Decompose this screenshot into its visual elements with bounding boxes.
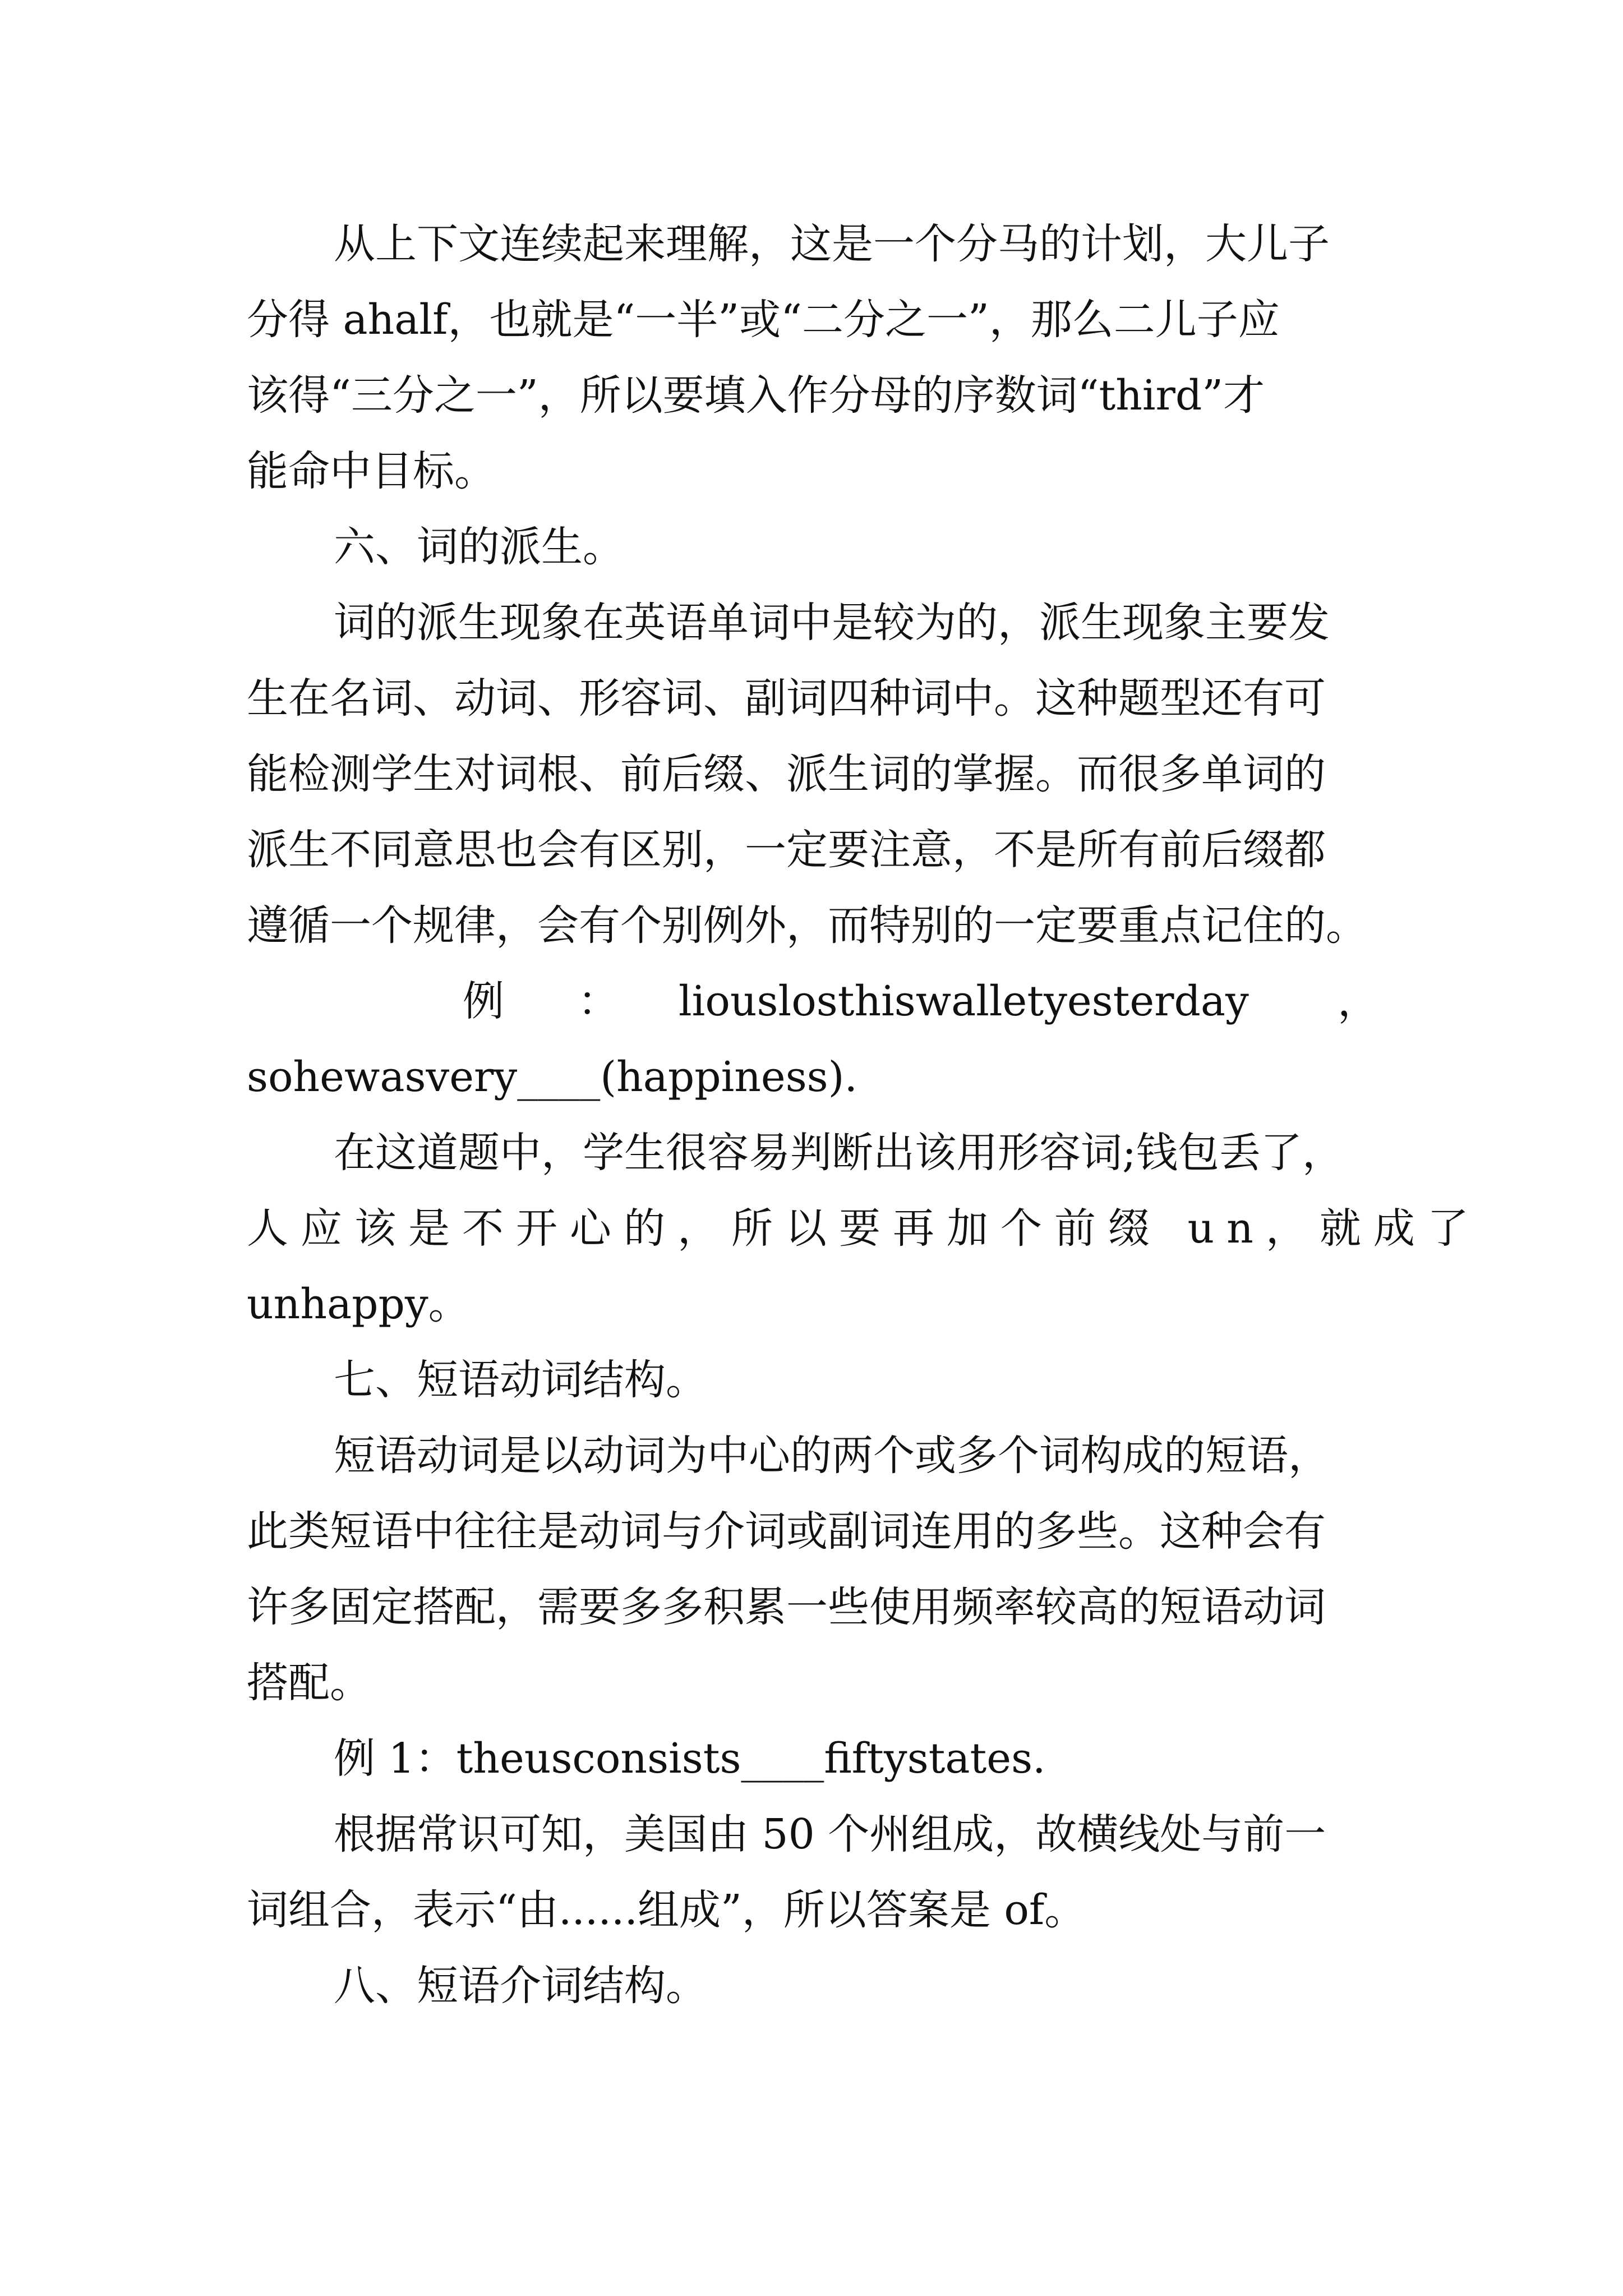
example-comma: ， (1338, 977, 1379, 1025)
paragraph-line: 派生不同意思也会有区别，一定要注意，不是所有前后缀都 (247, 826, 1326, 874)
example-colon: ： (578, 977, 619, 1025)
paragraph-line: 根据常识可知，美国由 50 个州组成，故横线处与前一 (334, 1810, 1326, 1858)
example-label: 例 (463, 977, 504, 1025)
paragraph-line: 生在名词、动词、形容词、副词四种词中。这种题型还有可 (247, 674, 1326, 723)
paragraph-line: 短语动词是以动词为中心的两个或多个词构成的短语， (334, 1432, 1330, 1480)
example-line (0, 968, 1623, 1035)
section-heading: 七、短语动词结构。 (334, 1356, 707, 1404)
section-heading: 六、词的派生。 (334, 523, 624, 571)
paragraph-line: 该得“三分之一”，所以要填入作分母的序数词“third”才 (247, 371, 1265, 420)
paragraph-line: 词组合，表示“由......组成”，所以答案是 of。 (247, 1886, 1086, 1934)
paragraph-line: 人应该是不开心的，所以要再加个前缀 un，就成了 (247, 1204, 1481, 1253)
paragraph-line: 能命中目标。 (247, 447, 496, 495)
paragraph-line: 此类短语中往往是动词与介词或副词连用的多些。这种会有 (247, 1507, 1326, 1556)
paragraph-line: 在这道题中，学生很容易判断出该用形容词;钱包丢了， (334, 1129, 1344, 1177)
paragraph-line: 遵循一个规律，会有个别例外，而特别的一定要重点记住的。 (247, 901, 1367, 950)
paragraph-line: 搭配。 (247, 1659, 371, 1707)
section-heading: 八、短语介词结构。 (334, 1962, 707, 2010)
paragraph-line: 分得 ahalf，也就是“一半”或“二分之一”，那么二儿子应 (247, 296, 1280, 344)
example-sentence: liouslosthiswalletyesterday (679, 977, 1249, 1025)
example-line: 例 1：theusconsists____fiftystates. (334, 1734, 1046, 1783)
paragraph-line: 词的派生现象在英语单词中是较为的，派生现象主要发 (334, 599, 1330, 647)
paragraph-line: unhappy。 (247, 1280, 470, 1328)
paragraph-line: sohewasvery____(happiness). (247, 1053, 858, 1101)
paragraph-line: 能检测学生对词根、前后缀、派生词的掌握。而很多单词的 (247, 750, 1326, 798)
paragraph-line: 从上下文连续起来理解，这是一个分马的计划，大儿子 (334, 220, 1330, 268)
paragraph-line: 许多固定搭配，需要多多积累一些使用频率较高的短语动词 (247, 1583, 1326, 1631)
